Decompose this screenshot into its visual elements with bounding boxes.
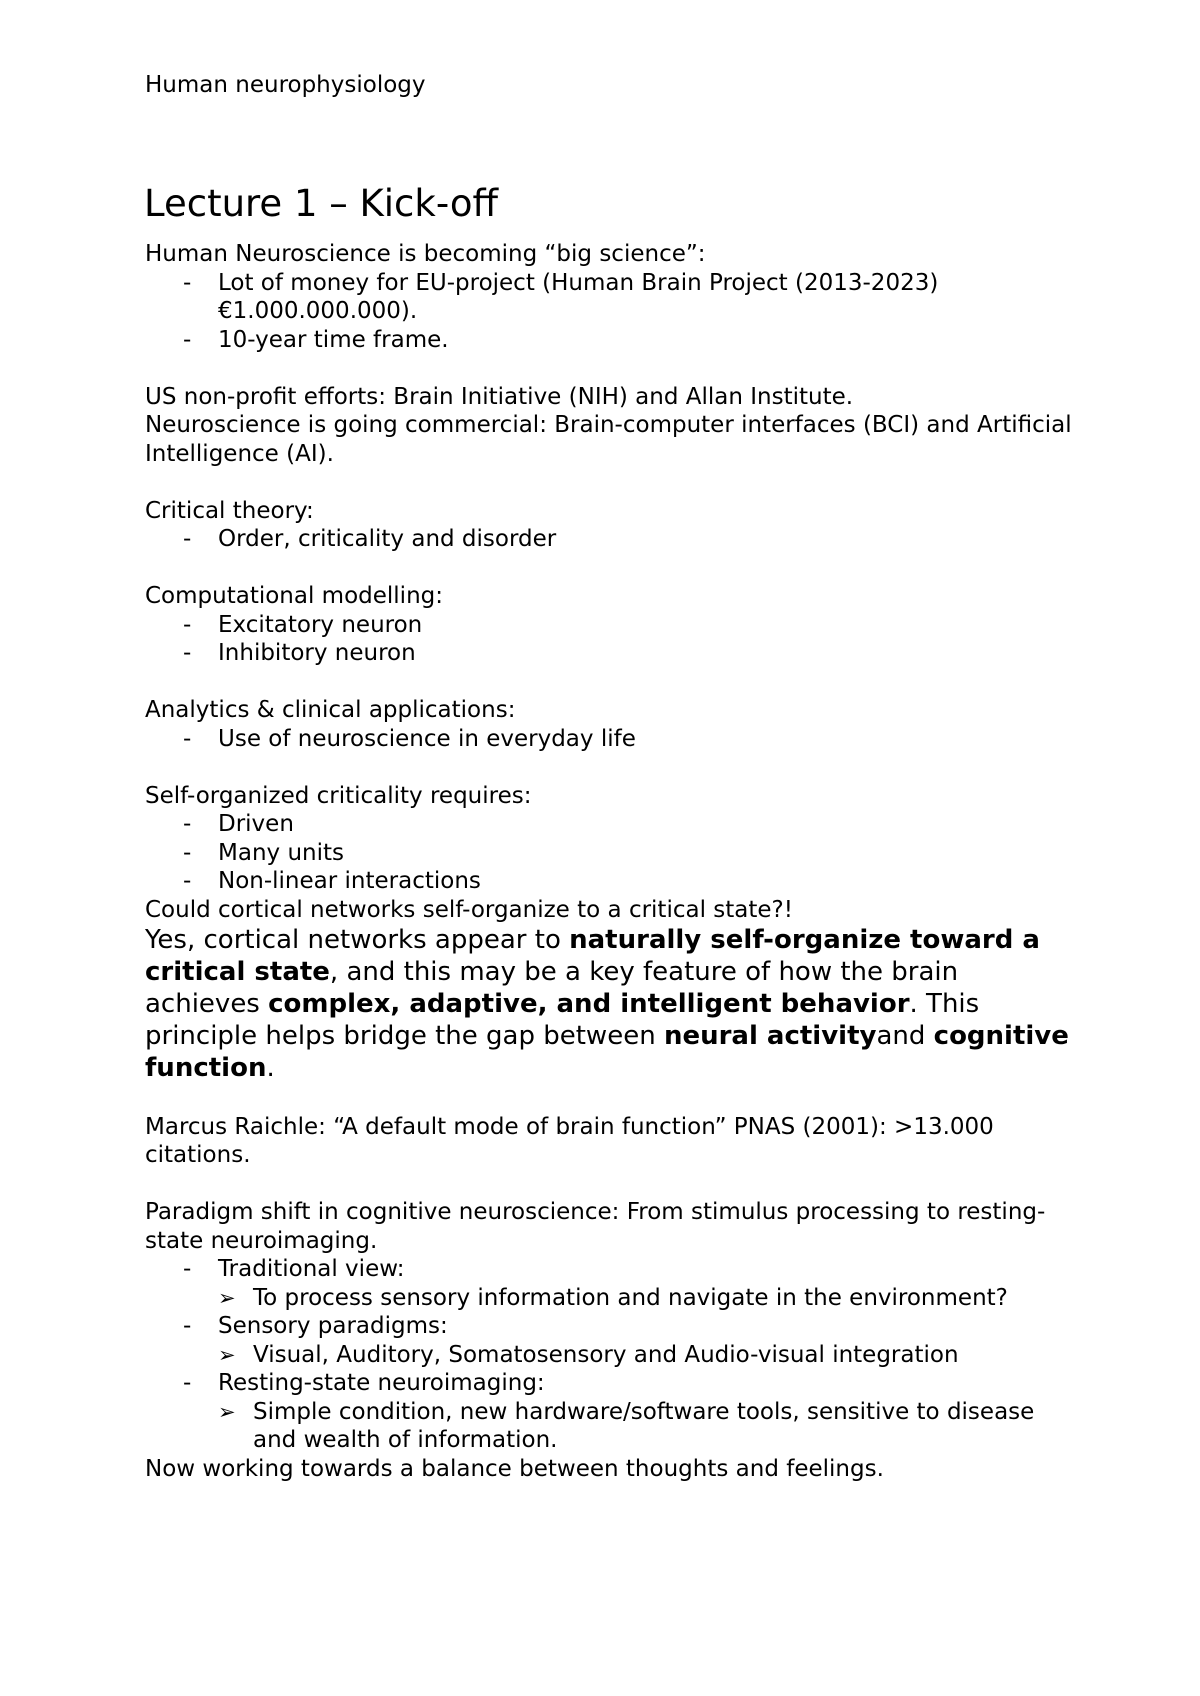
bullet-item [145,326,1075,355]
dash-bullet-icon: - [183,839,192,866]
sub-bullet-text: Visual, Auditory, Somatosensory and Audio-visual integration [253,1341,959,1368]
bullet-text: Use of neuroscience in everyday life [218,725,636,752]
answer-text: and [876,1021,934,1051]
paragraph-big-science: Human Neuroscience is becoming “big science”: [145,241,706,267]
dash-bullet-icon: - [183,868,192,894]
paragraph-us-efforts: US non-profit efforts: Brain Initiative (NIH) and Allan Institute. [145,383,854,410]
dash-bullet-icon: - [183,1313,192,1339]
sub-bullet-item [145,1284,1075,1313]
answer-bold: complex, adaptive, and intelligent behavior [268,989,910,1019]
bullet-text: Resting-state neuroimaging: [218,1370,545,1396]
bullet-item [145,839,1075,868]
bullet-item [145,1312,1075,1341]
page-header: Human neurophysiology [145,72,426,98]
bullet-item [145,611,1075,640]
bullet-text: Lot of money for EU-project (Human Brain Project (2013-2023) €1.000.000.000). [218,269,939,324]
sub-bullet-text: Simple condition, new hardware/software tools, sensitive to disease and wealth of information. [253,1398,1035,1453]
dash-bullet-icon: - [183,326,192,353]
bullet-text: Many units [218,839,344,866]
bullet-text: Sensory paradigms: [218,1313,448,1339]
paragraph-commercial: Neuroscience is going commercial: Brain-computer interfaces (BCI) and Artificial Intelligence (AI). [145,412,1072,467]
document-body [145,240,1075,1483]
bullet-text: Inhibitory neuron [218,640,416,666]
dash-bullet-icon: - [183,269,192,296]
heading-critical-theory: Critical theory: [145,497,314,524]
bullet-text: Excitatory neuron [218,611,423,638]
answer-paragraph [145,924,1075,1084]
answer-bold: cognitive function [145,1021,1069,1083]
sub-bullet-item [145,1398,1075,1455]
dash-bullet-icon: - [183,811,192,837]
question-line: Could cortical networks self-organize to a critical state?! [145,896,793,923]
answer-text: . This principle helps bridge the gap between [145,989,980,1051]
dash-bullet-icon: - [183,1256,192,1282]
bullet-item [145,525,1075,554]
arrow-bullet-icon: ➢ [218,1342,236,1367]
paragraph-paradigm-shift: Paradigm shift in cognitive neuroscience: From stimulus processing to resting-state neuroimaging. [145,1199,1046,1254]
answer-text: , and this may be a key feature of how the brain achieves [145,957,959,1019]
bullet-text: Non-linear interactions [218,868,481,894]
bullet-item [145,269,1075,326]
bullet-item [145,1255,1075,1284]
bullet-text: 10-year time frame. [218,326,449,353]
heading-computational-modelling: Computational modelling: [145,583,444,609]
sub-bullet-item [145,1341,1075,1370]
bullet-text: Traditional view: [218,1256,405,1282]
dash-bullet-icon: - [183,1370,192,1396]
bullet-text: Driven [218,811,294,837]
answer-bold: naturally self-organize toward a critical state [145,925,1040,987]
paragraph-balance: Now working towards a balance between thoughts and feelings. [145,1455,884,1482]
dash-bullet-icon: - [183,526,192,552]
bullet-item [145,1369,1075,1398]
arrow-bullet-icon: ➢ [218,1399,236,1424]
bullet-item [145,867,1075,896]
dash-bullet-icon: - [183,725,192,752]
dash-bullet-icon: - [183,611,192,638]
dash-bullet-icon: - [183,640,192,666]
heading-soc-requires: Self-organized criticality requires: [145,782,532,809]
bullet-item [145,725,1075,754]
heading-analytics: Analytics & clinical applications: [145,697,516,723]
bullet-text: Order, criticality and disorder [218,526,557,552]
sub-bullet-text: To process sensory information and navigate in the environment? [253,1284,1008,1311]
bullet-item [145,639,1075,668]
answer-text: Yes, cortical networks appear to [145,925,570,955]
bullet-item [145,810,1075,839]
lecture-title: Lecture 1 – Kick-off [144,182,498,225]
arrow-bullet-icon: ➢ [218,1285,236,1310]
answer-text: . [266,1053,275,1083]
answer-bold: neural activity [663,1021,877,1051]
paragraph-raichle: Marcus Raichle: “A default mode of brain function” PNAS (2001): >13.000 citations. [145,1113,994,1168]
